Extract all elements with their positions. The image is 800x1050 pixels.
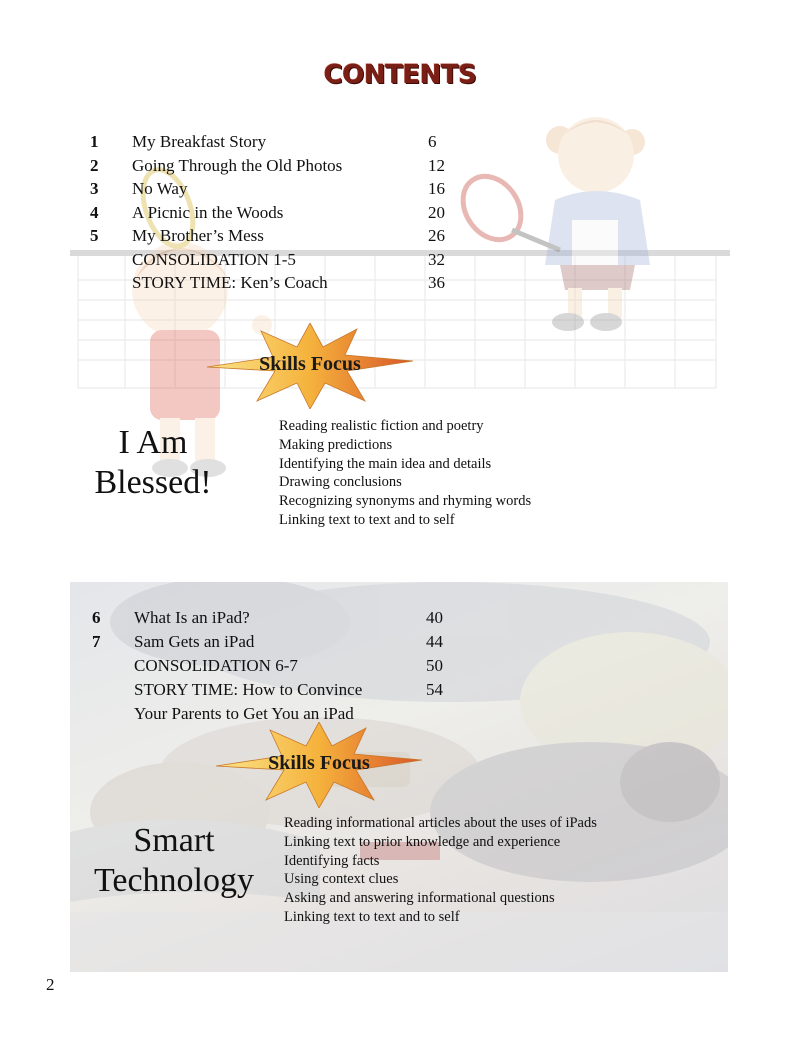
page-number-cell: 36 bbox=[428, 273, 445, 292]
lesson-title: No Way bbox=[132, 179, 188, 198]
lesson-title: STORY TIME: How to Convince bbox=[134, 680, 363, 699]
unit-title bbox=[76, 821, 272, 901]
lesson-title: Your Parents to Get You an iPad bbox=[134, 704, 354, 723]
page-title: CONTENTS bbox=[323, 60, 477, 90]
toc-row[interactable] bbox=[90, 177, 490, 201]
unit2-toc bbox=[92, 606, 492, 726]
skills-focus-badge bbox=[205, 323, 415, 409]
skill-item: Linking text to text and to self bbox=[279, 511, 455, 528]
lesson-title: CONSOLIDATION 6-7 bbox=[134, 656, 298, 675]
unit-title-line: Smart bbox=[133, 822, 215, 859]
lesson-number: 2 bbox=[90, 155, 99, 175]
page-number-cell: 44 bbox=[426, 632, 443, 651]
toc-row[interactable] bbox=[92, 654, 492, 678]
lesson-number: 6 bbox=[92, 608, 101, 627]
page-number-cell: 20 bbox=[428, 202, 445, 222]
toc-row[interactable] bbox=[90, 201, 490, 225]
lesson-title: My Breakfast Story bbox=[132, 132, 267, 151]
unit-title bbox=[78, 423, 228, 503]
toc-row[interactable] bbox=[92, 606, 492, 630]
skills-focus-label: Skills Focus bbox=[268, 752, 370, 774]
page-number: 2 bbox=[46, 975, 55, 994]
toc-row[interactable] bbox=[92, 678, 492, 702]
skill-item: Asking and answering informational questions bbox=[284, 890, 555, 907]
unit1-toc bbox=[90, 130, 490, 300]
lesson-title: What Is an iPad? bbox=[134, 608, 250, 627]
skills-list bbox=[284, 814, 597, 927]
toc-row[interactable] bbox=[90, 224, 490, 248]
skill-item: Linking text to prior knowledge and experience bbox=[284, 833, 561, 850]
skill-item: Making predictions bbox=[279, 436, 393, 453]
page-number-cell: 12 bbox=[428, 155, 445, 175]
toc-row[interactable] bbox=[92, 630, 492, 654]
lesson-title: Sam Gets an iPad bbox=[134, 632, 255, 651]
page-number-cell: 26 bbox=[428, 226, 445, 245]
lesson-title: A Picnic in the Woods bbox=[132, 202, 284, 222]
skill-item: Identifying the main idea and details bbox=[279, 455, 492, 472]
unit-title-line: Blessed! bbox=[94, 464, 212, 501]
skill-item: Reading informational articles about the uses of iPads bbox=[284, 815, 597, 831]
toc-row[interactable] bbox=[90, 130, 490, 154]
page-number-cell: 40 bbox=[426, 608, 443, 627]
toc-row[interactable] bbox=[90, 154, 490, 178]
page-number-cell: 16 bbox=[428, 179, 445, 198]
toc-row[interactable] bbox=[90, 248, 490, 272]
lesson-number: 4 bbox=[90, 202, 99, 222]
skills-focus-badge bbox=[214, 722, 424, 808]
skill-item: Reading realistic fiction and poetry bbox=[279, 418, 484, 434]
skills-list bbox=[279, 417, 531, 530]
skill-item: Drawing conclusions bbox=[279, 474, 402, 491]
unit-title-line: I Am bbox=[118, 424, 188, 461]
lesson-title: My Brother’s Mess bbox=[132, 226, 264, 245]
page-number-cell: 32 bbox=[428, 249, 445, 269]
lesson-number: 3 bbox=[90, 179, 99, 198]
skill-item: Using context clues bbox=[284, 871, 399, 888]
skills-focus-label: Skills Focus bbox=[259, 353, 361, 375]
lesson-title: Going Through the Old Photos bbox=[132, 155, 343, 175]
lesson-number: 7 bbox=[92, 632, 101, 651]
page-number-cell: 6 bbox=[428, 132, 437, 151]
lesson-number: 1 bbox=[90, 132, 99, 151]
page-number-cell: 50 bbox=[426, 656, 443, 675]
skill-item: Linking text to text and to self bbox=[284, 908, 460, 925]
skill-item: Recognizing synonyms and rhyming words bbox=[279, 493, 532, 510]
unit-title-line: Technology bbox=[93, 862, 255, 899]
page-number-cell: 54 bbox=[426, 680, 443, 699]
lesson-title: STORY TIME: Ken’s Coach bbox=[132, 273, 328, 292]
lesson-number: 5 bbox=[90, 226, 99, 245]
skill-item: Identifying facts bbox=[284, 852, 380, 869]
toc-row[interactable] bbox=[90, 271, 490, 295]
lesson-title: CONSOLIDATION 1-5 bbox=[132, 249, 296, 269]
